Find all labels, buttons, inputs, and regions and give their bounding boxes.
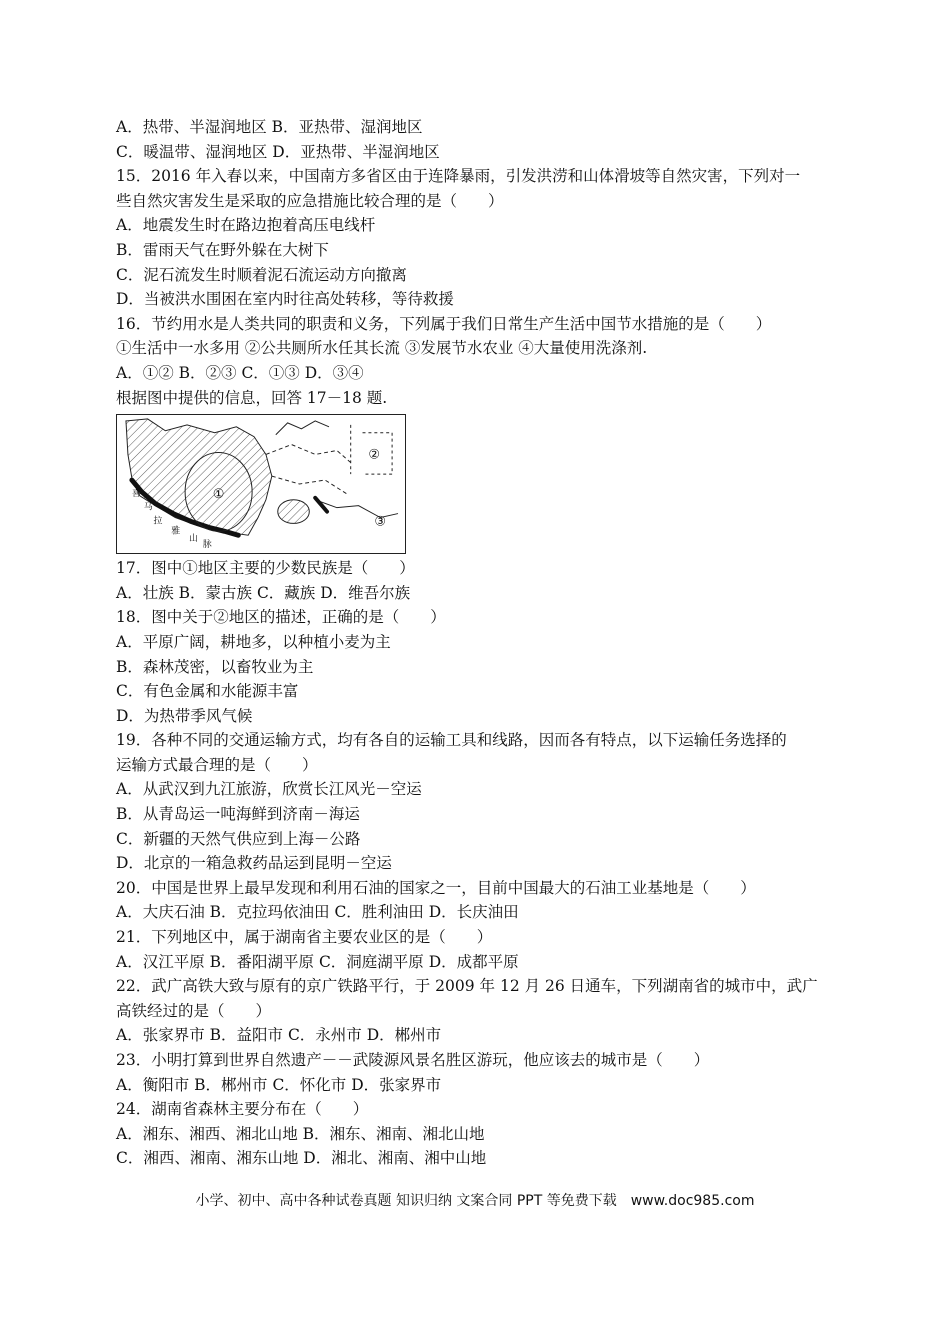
region-3-label: ③ <box>374 514 386 530</box>
option-line: C．湘西、湘南、湘东山地 D．湘北、湘南、湘中山地 <box>116 1149 487 1168</box>
option-line: A．衡阳市 B．郴州市 C．怀化市 D．张家界市 <box>116 1075 442 1094</box>
option-line: A．大庆石油 B．克拉玛依油田 C．胜利油田 D．长庆油田 <box>116 903 519 922</box>
region-2-label: ② <box>368 447 380 463</box>
text-line: A．热带、半湿润地区 B．亚热带、湿润地区 <box>116 118 423 136</box>
option-line: A．地震发生时在路边抱着高压电线杆 <box>116 216 376 235</box>
option-line: D．当被洪水围困在室内时往高处转移，等待救援 <box>116 290 454 309</box>
text-line: 些自然灾害发生是采取的应急措施比较合理的是（ ） <box>116 191 504 210</box>
question-21: 21．下列地区中，属于湖南省主要农业区的是（ ） <box>116 928 493 947</box>
mountain-label-char: 马 <box>143 502 153 513</box>
mountain-label-char: 雅 <box>171 526 181 537</box>
questions-part-1 <box>116 115 846 410</box>
option-line: B．森林茂密，以畜牧业为主 <box>116 657 314 676</box>
option-line: D．为热带季风气候 <box>116 706 253 725</box>
mountain-label-char: 喜 <box>131 488 141 499</box>
map-instruction: 根据图中提供的信息，回答 17－18 题. <box>116 388 388 407</box>
option-line: A．湘东、湘西、湘北山地 B．湘东、湘南、湘北山地 <box>116 1124 485 1143</box>
option-line: A．①② B．②③ C．①③ D．③④ <box>116 363 364 382</box>
mountain-label-char: 拉 <box>153 516 163 527</box>
text-line: C．暖温带、湿润地区 D．亚热带、半湿润地区 <box>116 142 440 161</box>
question-19: 19．各种不同的交通运输方式，均有各自的运输工具和线路，因而各有特点，以下运输任务选择的 <box>116 731 787 750</box>
option-line: B．雷雨天气在野外躲在大树下 <box>116 240 329 259</box>
question-22: 22．武广高铁大致与原有的京广铁路平行，于 2009 年 12 月 26 日通车，下列湖南省的城市中，武广 <box>116 977 818 996</box>
option-line: A．平原广阔，耕地多，以种植小麦为主 <box>116 632 391 651</box>
question-20: 20．中国是世界上最早发现和利用石油的国家之一，目前中国最大的石油工业基地是（ ） <box>116 878 756 897</box>
map-figure <box>117 415 405 553</box>
page-footer: 小学、初中、高中各种试卷真题 知识归纳 文案合同 PPT 等免费下载 www.doc985.com <box>195 1193 755 1209</box>
option-line: C．新疆的天然气供应到上海－公路 <box>116 829 361 848</box>
region-1-label: ① <box>212 486 225 502</box>
question-23: 23．小明打算到世界自然遗产－－武陵源风景名胜区游玩，他应该去的城市是（ ） <box>116 1051 710 1069</box>
question-24: 24．湖南省森林主要分布在（ ） <box>116 1100 369 1119</box>
option-line: A．从武汉到九江旅游，欣赏长江风光－空运 <box>116 780 422 799</box>
option-line: A．壮族 B．蒙古族 C．藏族 D．维吾尔族 <box>116 583 411 602</box>
question-16: 16．节约用水是人类共同的职责和义务，下列属于我们日常生产生活中国节水措施的是（ ） <box>116 314 772 333</box>
text-line: 高铁经过的是（ ） <box>116 1001 272 1020</box>
option-line: C．泥石流发生时顺着泥石流运动方向撤离 <box>116 265 407 284</box>
option-line: D．北京的一箱急救药品运到昆明－空运 <box>116 854 392 873</box>
text-line: 运输方式最合理的是（ ） <box>116 755 318 774</box>
option-line: B．从青岛运一吨海鲜到济南－海运 <box>116 805 360 824</box>
mountain-label-char: 脉 <box>202 540 212 551</box>
option-line: C．有色金属和水能源丰富 <box>116 682 299 701</box>
china-southwest-map <box>116 414 406 554</box>
question-17: 17．图中①地区主要的少数民族是（ ） <box>116 559 415 578</box>
question-15: 15．2016 年入春以来，中国南方多省区由于连降暴雨，引发洪涝和山体滑坡等自然灾害，下列对一 <box>116 167 801 186</box>
question-18: 18．图中关于②地区的描述，正确的是（ ） <box>116 608 446 627</box>
questions-part-2 <box>116 556 846 1171</box>
exam-page <box>116 115 846 1171</box>
text-line: ①生活中一水多用 ②公共厕所水任其长流 ③发展节水农业 ④大量使用洗涤剂. <box>116 339 648 358</box>
option-line: A．汉江平原 B．番阳湖平原 C．洞庭湖平原 D．成都平原 <box>116 952 519 971</box>
option-line: A．张家界市 B．益阳市 C．永州市 D．郴州市 <box>116 1026 442 1045</box>
mountain-label-char: 山 <box>189 534 198 545</box>
